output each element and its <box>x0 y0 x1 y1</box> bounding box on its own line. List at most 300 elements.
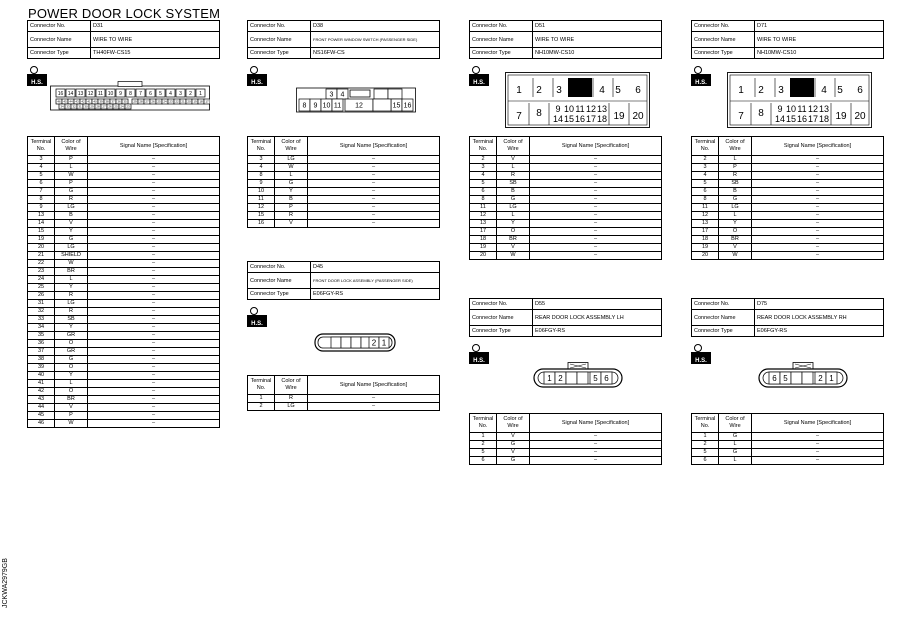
wire-color-cell: LG <box>55 300 88 308</box>
pin-label: 27 <box>145 99 149 104</box>
terminal-no-cell: 23 <box>28 268 55 276</box>
connector-info-d51 <box>469 20 662 59</box>
signal-name-header: Signal Name [Specification] <box>308 376 440 395</box>
terminal-no-cell: 2 <box>470 441 497 449</box>
wire-color-cell: LG <box>497 204 530 212</box>
terminal-no-cell: 20 <box>470 252 497 260</box>
wire-color-cell: W <box>55 260 88 268</box>
table-row <box>692 212 884 220</box>
wire-color-cell: GR <box>55 332 88 340</box>
pin-label: 44 <box>69 99 73 104</box>
pin-label: 33 <box>66 104 70 109</box>
connector-no-value: D45 <box>311 262 440 273</box>
table-row <box>28 284 220 292</box>
hs-icon <box>691 66 711 91</box>
wire-color-cell: L <box>55 276 88 284</box>
pin-label: 9 <box>313 102 318 110</box>
connector-no-label: Connector No. <box>692 299 755 310</box>
pin-label: 34 <box>60 104 64 109</box>
terminal-no-cell: 3 <box>692 164 719 172</box>
signal-name-cell: – <box>530 449 662 457</box>
terminal-no-cell: 18 <box>692 236 719 244</box>
pin-label: 8 <box>302 102 307 110</box>
signal-name-cell: – <box>530 244 662 252</box>
terminal-no-header: Terminal No. <box>28 137 55 156</box>
terminal-no-cell: 11 <box>692 204 719 212</box>
signal-name-cell: – <box>308 395 440 403</box>
page-title: POWER DOOR LOCK SYSTEM <box>28 6 221 21</box>
signal-name-cell: – <box>88 260 220 268</box>
table-row <box>28 236 220 244</box>
terminal-no-cell: 20 <box>692 252 719 260</box>
terminal-no-cell: 31 <box>28 300 55 308</box>
wire-color-cell: V <box>719 244 752 252</box>
table-row <box>470 244 662 252</box>
terminal-no-cell: 5 <box>692 449 719 457</box>
connector-no-label: Connector No. <box>248 21 311 32</box>
signal-name-cell: – <box>530 433 662 441</box>
signal-name-cell: – <box>88 156 220 164</box>
wire-color-cell: G <box>275 180 308 188</box>
pin-label: 1 <box>516 85 522 96</box>
pin-label: 17 <box>205 99 209 104</box>
pin-label: 29 <box>90 104 94 109</box>
signal-name-cell: – <box>308 204 440 212</box>
pin-label: 24 <box>120 104 124 109</box>
signal-name-cell: – <box>88 332 220 340</box>
connector-no-label: Connector No. <box>692 21 755 32</box>
signal-name-cell: – <box>530 441 662 449</box>
terminal-no-cell: 6 <box>470 188 497 196</box>
pin-label: 28 <box>96 104 100 109</box>
terminal-no-cell: 13 <box>692 220 719 228</box>
signal-name-cell: – <box>88 244 220 252</box>
signal-name-cell: – <box>752 441 884 449</box>
connector-type-label: Connector Type <box>470 48 533 59</box>
connector-name-label: Connector Name <box>248 32 311 48</box>
pin-label: 8 <box>129 90 132 97</box>
signal-name-header: Signal Name [Specification] <box>752 414 884 433</box>
pin-label: 21 <box>181 99 185 104</box>
wire-color-cell: G <box>719 433 752 441</box>
wire-color-cell: O <box>55 364 88 372</box>
signal-name-cell: – <box>88 316 220 324</box>
terminal-no-cell: 2 <box>692 156 719 164</box>
wire-color-cell: G <box>55 236 88 244</box>
connector-name-label: Connector Name <box>692 310 755 326</box>
pin-cell <box>373 99 391 111</box>
svg-text:H.S.: H.S. <box>473 80 485 86</box>
connector-info-d71 <box>691 20 884 59</box>
pin-cell <box>802 372 813 384</box>
connector-name-value: WIRE TO WIRE <box>755 32 884 48</box>
table-row <box>28 308 220 316</box>
pin-label: 12 <box>585 104 597 114</box>
wire-color-cell: LG <box>55 204 88 212</box>
pin-label: 1 <box>829 373 834 383</box>
signal-name-header: Signal Name [Specification] <box>308 137 440 156</box>
signal-name-cell: – <box>752 204 884 212</box>
terminal-no-header: Terminal No. <box>248 137 275 156</box>
terminal-no-cell: 33 <box>28 316 55 324</box>
table-row <box>28 276 220 284</box>
connector-name-value: REAR DOOR LOCK ASSEMBLY LH <box>533 310 662 326</box>
wire-color-cell: BR <box>719 236 752 244</box>
terminal-no-cell: 25 <box>28 284 55 292</box>
terminal-no-cell: 5 <box>470 449 497 457</box>
connector-no-label: Connector No. <box>28 21 91 32</box>
terminal-no-cell: 6 <box>692 188 719 196</box>
signal-name-cell: – <box>530 180 662 188</box>
color-header: Color of Wire <box>55 137 88 156</box>
pin-label: 4 <box>340 91 345 99</box>
signal-name-cell: – <box>308 172 440 180</box>
hs-icon <box>247 307 267 332</box>
table-row <box>28 260 220 268</box>
terminal-no-cell: 13 <box>470 220 497 228</box>
signal-name-cell: – <box>88 324 220 332</box>
pin-label: 3 <box>778 85 784 96</box>
pin-label: 1 <box>199 90 202 97</box>
signal-name-cell: – <box>88 204 220 212</box>
pin-label: 41 <box>87 99 91 104</box>
terminal-no-cell: 17 <box>692 228 719 236</box>
pin-label: 2 <box>189 90 192 97</box>
wire-color-cell: G <box>55 356 88 364</box>
terminal-no-cell: 1 <box>248 395 275 403</box>
pin-label: 8 <box>536 108 542 119</box>
pin-label: 17 <box>807 114 819 124</box>
signal-name-cell: – <box>88 284 220 292</box>
connector-face-d75 <box>757 362 849 395</box>
signal-name-cell: – <box>530 457 662 465</box>
pin-label: 7 <box>516 111 522 122</box>
terminal-no-header: Terminal No. <box>470 414 497 433</box>
signal-name-cell: – <box>88 276 220 284</box>
connector-no-value: D55 <box>533 299 662 310</box>
color-header: Color of Wire <box>275 137 308 156</box>
signal-name-cell: – <box>530 220 662 228</box>
terminal-no-cell: 12 <box>470 212 497 220</box>
signal-name-cell: – <box>88 188 220 196</box>
connector-name-label: Connector Name <box>470 32 533 48</box>
pin-label: 1 <box>547 373 552 383</box>
table-row <box>28 404 220 412</box>
terminal-no-cell: 14 <box>28 220 55 228</box>
signal-name-cell: – <box>752 220 884 228</box>
table-row <box>28 180 220 188</box>
pin-label: 3 <box>329 91 334 99</box>
pin-label: 5 <box>837 85 843 96</box>
signal-name-cell: – <box>88 356 220 364</box>
table-row <box>28 244 220 252</box>
table-row <box>28 332 220 340</box>
table-row <box>692 441 884 449</box>
pin-label: 2 <box>818 373 823 383</box>
signal-name-cell: – <box>88 220 220 228</box>
pin-label: 10 <box>107 90 114 97</box>
table-row <box>470 449 662 457</box>
terminal-no-cell: 4 <box>248 164 275 172</box>
signal-name-cell: – <box>752 252 884 260</box>
connector-name-label: Connector Name <box>248 273 311 289</box>
table-row <box>248 180 440 188</box>
wire-color-cell: W <box>275 164 308 172</box>
terminal-no-cell: 36 <box>28 340 55 348</box>
pin-label: 13 <box>596 104 608 114</box>
wire-color-cell: SB <box>497 180 530 188</box>
signal-name-cell: – <box>752 180 884 188</box>
terminal-no-cell: 6 <box>28 180 55 188</box>
wire-color-cell: W <box>719 252 752 260</box>
wire-color-cell: P <box>719 164 752 172</box>
signal-name-cell: – <box>88 164 220 172</box>
table-row <box>692 164 884 172</box>
wire-color-cell: V <box>497 449 530 457</box>
wire-color-cell: LG <box>55 244 88 252</box>
wire-color-cell: O <box>719 228 752 236</box>
connector-latch <box>118 82 142 87</box>
terminal-no-cell: 16 <box>248 220 275 228</box>
table-row <box>28 164 220 172</box>
pin-label: 42 <box>81 99 85 104</box>
wire-color-cell: Y <box>497 220 530 228</box>
signal-name-cell: – <box>530 204 662 212</box>
connector-name-value: REAR DOOR LOCK ASSEMBLY RH <box>755 310 884 326</box>
signal-name-cell: – <box>308 212 440 220</box>
terminal-no-cell: 19 <box>470 244 497 252</box>
terminal-no-cell: 43 <box>28 396 55 404</box>
wire-color-cell: V <box>497 156 530 164</box>
table-row <box>28 292 220 300</box>
signal-name-cell: – <box>530 156 662 164</box>
pin-label: 8 <box>758 108 764 119</box>
pin-label: 45 <box>63 99 67 104</box>
signal-name-cell: – <box>308 156 440 164</box>
terminal-no-cell: 8 <box>470 196 497 204</box>
key-slot <box>790 78 814 97</box>
terminal-no-cell: 40 <box>28 372 55 380</box>
connector-type-value: NH10MW-CS10 <box>533 48 662 59</box>
connector-info-d38 <box>247 20 440 59</box>
connector-info-d75 <box>691 298 884 337</box>
connector-type-label: Connector Type <box>248 48 311 59</box>
signal-name-cell: – <box>88 396 220 404</box>
signal-name-cell: – <box>752 196 884 204</box>
connector-name-label: Connector Name <box>28 32 91 48</box>
signal-name-cell: – <box>530 236 662 244</box>
connector-face-d71 <box>727 72 872 133</box>
terminal-no-header: Terminal No. <box>470 137 497 156</box>
table-row <box>470 156 662 164</box>
wire-color-cell: B <box>719 188 752 196</box>
pin-cell <box>341 337 351 348</box>
terminal-no-cell: 15 <box>28 228 55 236</box>
svg-text:H.S.: H.S. <box>695 358 707 364</box>
connector-face-d31 <box>50 81 210 116</box>
signal-name-cell: – <box>88 196 220 204</box>
wire-color-cell: P <box>55 156 88 164</box>
terminal-no-cell: 3 <box>248 156 275 164</box>
terminal-no-cell: 8 <box>28 196 55 204</box>
terminal-no-cell: 19 <box>28 236 55 244</box>
table-row <box>248 212 440 220</box>
wire-color-cell: LG <box>275 403 308 411</box>
wire-color-cell: P <box>55 180 88 188</box>
pin-label: 11 <box>797 104 807 114</box>
pin-cell <box>351 337 361 348</box>
table-row <box>28 396 220 404</box>
wire-color-cell: L <box>719 457 752 465</box>
connector-face-d45 <box>313 330 398 359</box>
pin-label: 38 <box>105 99 109 104</box>
pin-label: 19 <box>835 111 847 122</box>
hs-icon <box>469 66 489 91</box>
connector-type-value: NH10MW-CS10 <box>755 48 884 59</box>
pin-label: 4 <box>599 85 605 96</box>
color-header: Color of Wire <box>497 137 530 156</box>
table-row <box>28 268 220 276</box>
table-row <box>28 316 220 324</box>
pin-label: 13 <box>818 104 830 114</box>
terminal-no-header: Terminal No. <box>248 376 275 395</box>
table-row <box>692 204 884 212</box>
terminal-no-cell: 1 <box>692 433 719 441</box>
wire-color-cell: R <box>55 308 88 316</box>
table-row <box>248 156 440 164</box>
diagram-code: JCKWA2979GB <box>2 558 9 608</box>
wire-color-cell: Y <box>55 324 88 332</box>
table-row <box>470 164 662 172</box>
table-row <box>470 252 662 260</box>
table-row <box>692 196 884 204</box>
pin-label: 11 <box>97 90 104 97</box>
table-row <box>470 172 662 180</box>
pin-label: 14 <box>774 114 786 124</box>
connector-face-d51 <box>505 72 650 133</box>
table-row <box>470 236 662 244</box>
terminal-no-cell: 26 <box>28 292 55 300</box>
wire-color-cell: W <box>497 252 530 260</box>
pin-label: 20 <box>632 111 644 122</box>
wire-color-cell: G <box>55 188 88 196</box>
terminal-no-cell: 39 <box>28 364 55 372</box>
table-row <box>692 449 884 457</box>
terminal-no-cell: 6 <box>470 457 497 465</box>
pin-label: 19 <box>193 99 197 104</box>
connector-no-value: D75 <box>755 299 884 310</box>
pin-label: 3 <box>556 85 562 96</box>
svg-text:H.S.: H.S. <box>251 321 263 327</box>
connector-no-value: D31 <box>91 21 220 32</box>
wire-color-cell: L <box>497 164 530 172</box>
terminal-no-cell: 24 <box>28 276 55 284</box>
connector-no-label: Connector No. <box>470 299 533 310</box>
signal-name-cell: – <box>752 457 884 465</box>
pin-label: 1 <box>738 85 744 96</box>
signal-name-cell: – <box>530 196 662 204</box>
pin-label: 43 <box>75 99 79 104</box>
connector-name-value: FRONT POWER WINDOW SWITCH (PASSENGER SIDE) <box>311 32 440 48</box>
pin-label: 2 <box>536 85 542 96</box>
table-row <box>28 204 220 212</box>
terminal-no-cell: 5 <box>470 180 497 188</box>
table-row <box>28 300 220 308</box>
terminal-no-cell: 2 <box>248 403 275 411</box>
signal-name-cell: – <box>530 164 662 172</box>
connector-no-label: Connector No. <box>248 262 311 273</box>
table-row <box>692 433 884 441</box>
terminal-no-cell: 17 <box>470 228 497 236</box>
color-header: Color of Wire <box>275 376 308 395</box>
terminal-no-cell: 6 <box>692 457 719 465</box>
table-row <box>692 188 884 196</box>
pin-label: 26 <box>108 104 112 109</box>
pin-label: 22 <box>175 99 179 104</box>
table-row <box>692 220 884 228</box>
pin-label: 6 <box>772 373 777 383</box>
signal-name-cell: – <box>752 172 884 180</box>
wire-color-cell: Y <box>55 372 88 380</box>
pin-label: 16 <box>574 114 586 124</box>
pin-label: 16 <box>796 114 808 124</box>
table-row <box>470 228 662 236</box>
pin-label: 32 <box>72 104 76 109</box>
hs-icon <box>469 344 489 369</box>
connector-name-value: FRONT DOOR LOCK ASSEMBLY (PASSENGER SIDE) <box>311 273 440 289</box>
pin-label: 11 <box>333 102 342 110</box>
signal-name-cell: – <box>752 236 884 244</box>
pin-label: 39 <box>99 99 103 104</box>
signal-name-cell: – <box>308 403 440 411</box>
wire-color-cell: Y <box>275 188 308 196</box>
hs-icon <box>247 66 267 91</box>
terminal-no-cell: 4 <box>692 172 719 180</box>
connector-no-value: D71 <box>755 21 884 32</box>
terminal-no-cell: 15 <box>248 212 275 220</box>
table-row <box>470 196 662 204</box>
table-row <box>248 196 440 204</box>
pin-label: 9 <box>119 90 122 97</box>
connector-type-value: E06FGY-RS <box>311 289 440 300</box>
signal-name-cell: – <box>88 420 220 428</box>
color-header: Color of Wire <box>719 137 752 156</box>
signal-name-cell: – <box>752 449 884 457</box>
terminal-no-cell: 12 <box>248 204 275 212</box>
pin-label: 36 <box>117 99 121 104</box>
pin-label: 1 <box>381 338 387 348</box>
table-row <box>28 196 220 204</box>
pin-label: 5 <box>615 85 621 96</box>
terminal-no-cell: 1 <box>470 433 497 441</box>
table-row <box>28 356 220 364</box>
terminal-no-cell: 13 <box>28 212 55 220</box>
svg-text:H.S.: H.S. <box>695 80 707 86</box>
table-row <box>692 172 884 180</box>
signal-name-cell: – <box>88 380 220 388</box>
wire-color-cell: SB <box>55 316 88 324</box>
wire-color-cell: Y <box>55 228 88 236</box>
terminal-no-cell: 46 <box>28 420 55 428</box>
pin-label: 11 <box>575 104 585 114</box>
signal-name-cell: – <box>88 236 220 244</box>
wire-color-cell: V <box>497 244 530 252</box>
terminal-no-header: Terminal No. <box>692 414 719 433</box>
terminal-no-cell: 45 <box>28 412 55 420</box>
signal-name-cell: – <box>530 212 662 220</box>
pin-label: 16 <box>57 90 64 97</box>
terminal-no-cell: 2 <box>692 441 719 449</box>
